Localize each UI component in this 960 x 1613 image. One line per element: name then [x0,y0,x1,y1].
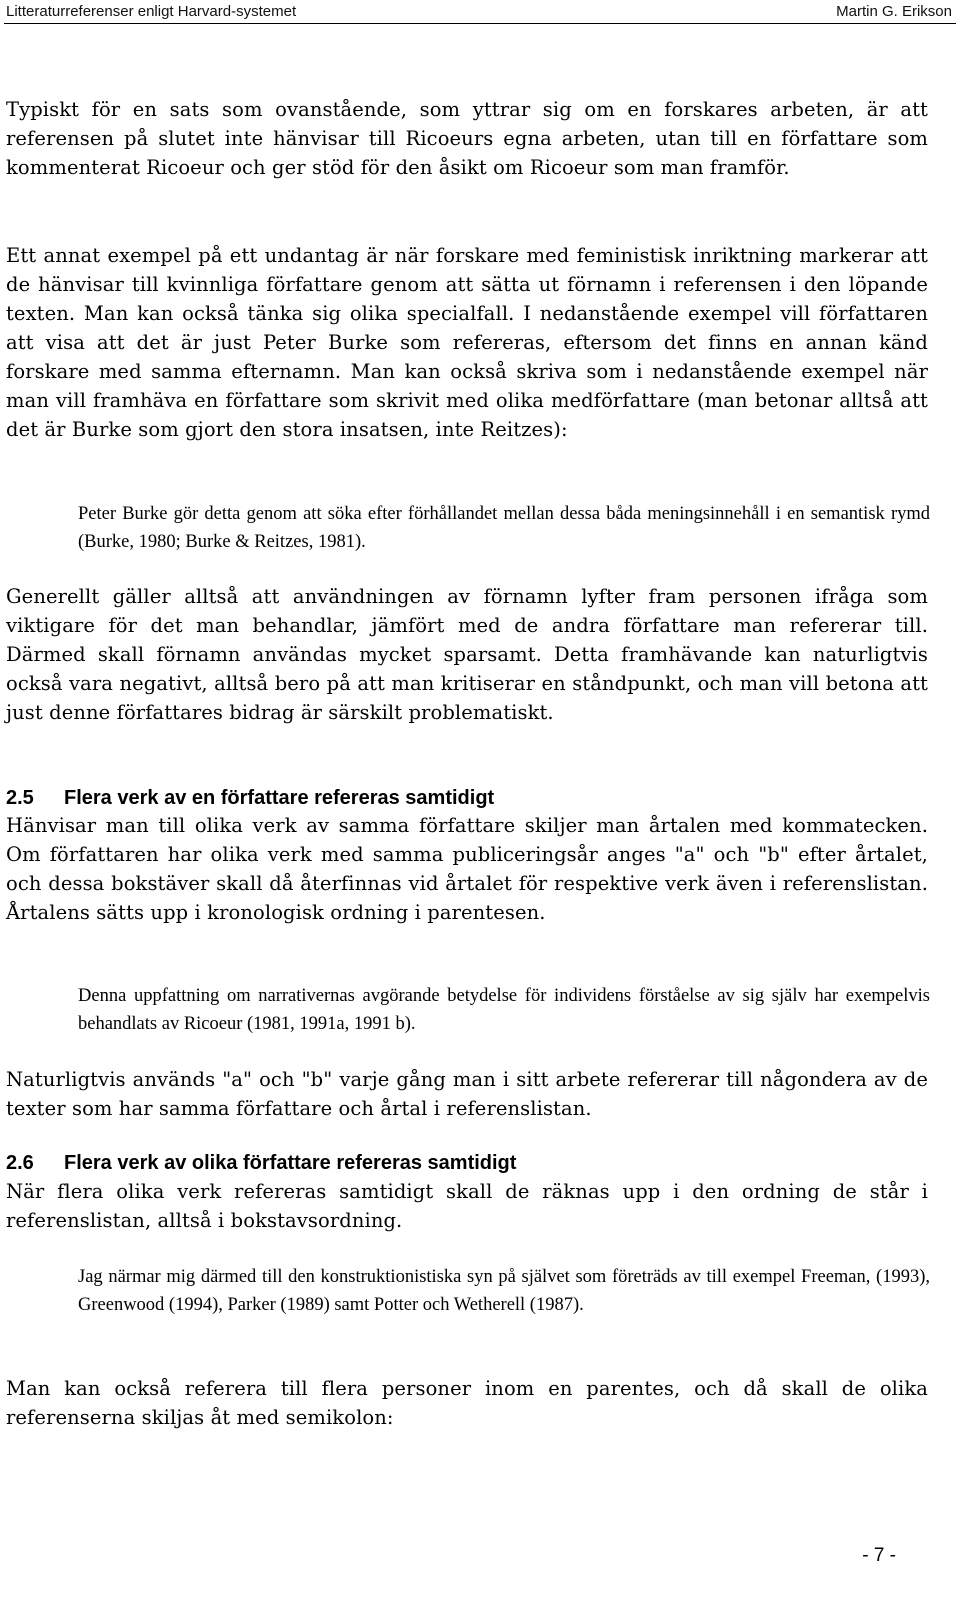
header-author: Martin G. Erikson [836,3,952,20]
section-title: Flera verk av en författare refereras samtidigt [64,787,495,809]
paragraph-feminist-example: Ett annat exempel på ett undantag är när forskare med feministisk inriktning markerar att de hänvisar till kvinnliga författare genom att sätta ut förnamn i referensen i den löpande texten. Man kan också tänka sig olika specialfall. I nedanstående exempel vill författaren att visa att det är just Peter Burke som refereras, eftersom det finns en annan känd forskare med samma efternamn. Man kan också skriva som i nedanstående exempel när man vill framhäva en författare som skrivit med olika medförfattare (man betonar alltså att det är Burke som gjort den stora insatsen, inte Reitzes): [6,244,928,441]
paragraph-multiple-authors: När flera olika verk refereras samtidigt skall de räknas upp i den ordning de står i referenslistan, alltså i bokstavsordning. [6,1180,928,1232]
page-number: - 7 - [862,1545,896,1566]
section-title: Flera verk av olika författare refereras samtidigt [64,1152,517,1174]
quote-burke: Peter Burke gör detta genom att söka efter förhållandet mellan dessa båda meningsinnehåll i en semantisk rymd (Burke, 1980; Burke & Reitzes, 1981). [78,504,930,552]
quote-constructionist: Jag närmar mig därmed till den konstruktionistiska syn på självet som företräds av till exempel Freeman, (1993), Greenwood (1994), Parker (1989) samt Potter och Wetherell (1987). [78,1267,930,1315]
section-number: 2.5 [6,787,34,809]
quote-ricoeur: Denna uppfattning om narrativernas avgörande betydelse för individens förståelse av sig själv har exempelvis behandlats av Ricoeur (1981, 1991a, 1991 b). [78,986,930,1034]
running-header [6,0,952,24]
section-heading-2-5 [6,785,494,811]
paragraph-semicolon: Man kan också referera till flera personer inom en parentes, och då skall de olika referenserna skiljas åt med semikolon: [6,1377,928,1429]
paragraph-a-b-usage: Naturligtvis används "a" och "b" varje gång man i sitt arbete refererar till någondera av de texter som har samma författare och årtal i referenslistan. [6,1068,928,1120]
header-rule [4,23,956,24]
paragraph-same-author: Hänvisar man till olika verk av samma författare skiljer man årtalen med kommatecken. Om författaren har olika verk med samma publiceringsår anges "a" och "b" efter årtalet, och dessa bokstäver skall då återfinnas vid årtalet för respektive verk även i referenslistan. Årtalens sätts upp i kronologisk ordning i parentesen. [6,814,928,924]
paragraph-ricoeur-comment: Typiskt för en sats som ovanstående, som yttrar sig om en forskares arbeten, är att referensen på slutet inte hänvisar till Ricoeurs egna arbeten, utan till en författare som kommenterat Ricoeur och ger stöd för den åsikt om Ricoeur som man framför. [6,98,928,179]
paragraph-first-names: Generellt gäller alltså att användningen av förnamn lyfter fram personen ifråga som viktigare för det man behandlar, jämfört med de andra författare man refererar till. Därmed skall förnamn användas mycket sparsamt. Detta framhävande kan naturligtvis också vara negativt, alltså bero på att man kritiserar en ståndpunkt, och man vill betona att just denne författares bidrag är särskilt problematiskt. [6,585,928,724]
header-title: Litteraturreferenser enligt Harvard-systemet [6,3,297,20]
section-heading-2-6 [6,1150,516,1176]
section-number: 2.6 [6,1152,34,1174]
